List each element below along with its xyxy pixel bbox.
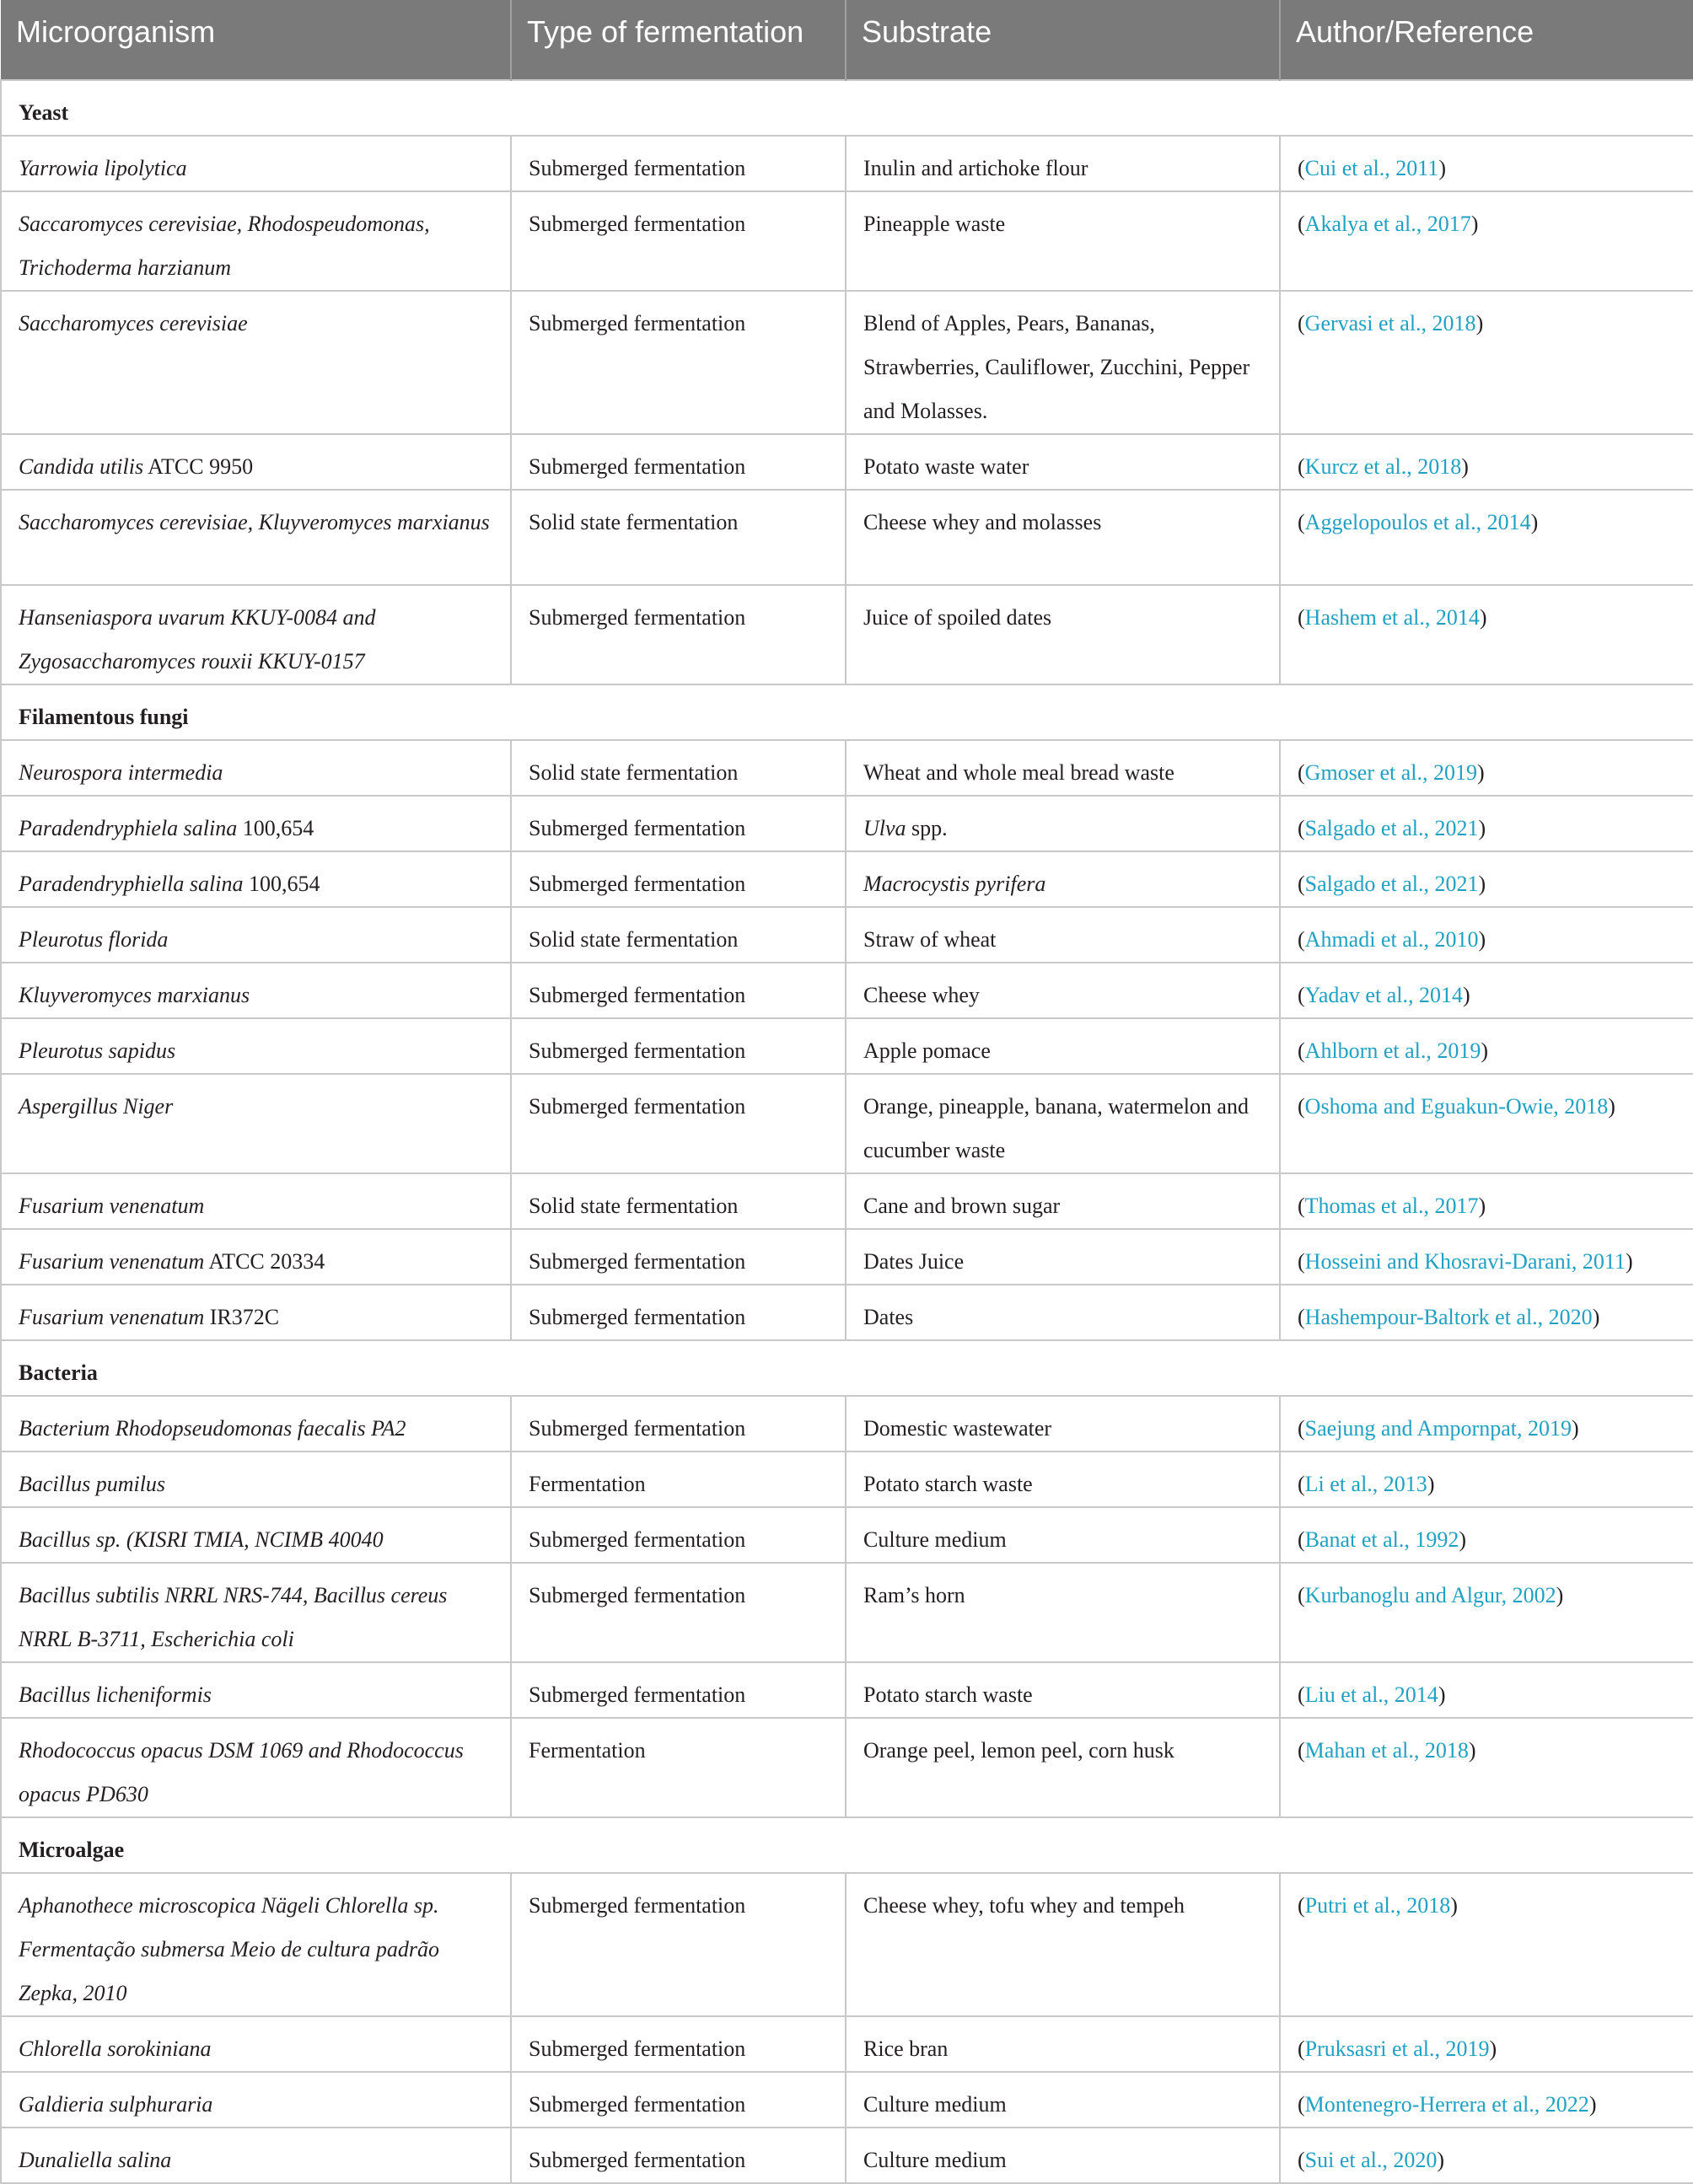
paren-close: ): [1462, 983, 1470, 1007]
substrate-cell: [846, 1285, 1280, 1340]
organism-name: Aphanothece microscopica Nägeli Chlorella sp. Fermentação submersa Meio de cultura padrão Zepka, 2010: [19, 1893, 439, 2005]
reference-cell: [1280, 963, 1693, 1018]
reference-cell: [1280, 191, 1693, 291]
paren-close: ): [1478, 1194, 1486, 1218]
paren-close: ): [1437, 2148, 1445, 2172]
substrate-cell: [846, 907, 1280, 963]
reference-link[interactable]: Kurbanoglu and Algur, 2002: [1304, 1583, 1556, 1607]
paren-open: (: [1298, 2092, 1305, 2117]
table-row: [1, 1173, 1693, 1229]
organism-cell: [1, 1229, 511, 1285]
organism-name: Candida utilis: [19, 454, 144, 479]
fermentation-type-cell: Submerged fermentation: [511, 1662, 846, 1718]
substrate-cell: [846, 1018, 1280, 1074]
paren-close: ): [1625, 1249, 1633, 1274]
reference-cell: [1280, 796, 1693, 851]
reference-link[interactable]: Salgado et al., 2021: [1304, 872, 1479, 896]
substrate-cell: [846, 1507, 1280, 1563]
reference-cell: [1280, 1173, 1693, 1229]
reference-link[interactable]: Banat et al., 1992: [1304, 1527, 1459, 1552]
substrate-cell: [846, 490, 1280, 585]
table-row: [1, 907, 1693, 963]
organism-cell: [1, 2072, 511, 2128]
header-microorganism: Microorganism: [1, 0, 511, 80]
header-reference: Author/Reference: [1280, 0, 1693, 80]
substrate-cell: [846, 434, 1280, 490]
section-row: [1, 1817, 1693, 1873]
paren-open: (: [1298, 1893, 1305, 1918]
organism-cell: [1, 1018, 511, 1074]
organism-cell: [1, 2016, 511, 2072]
fermentation-type-cell: Submerged fermentation: [511, 2128, 846, 2183]
paren-open: (: [1298, 983, 1305, 1007]
organism-name: Paradendryphiela salina: [19, 816, 238, 840]
table-row: [1, 1285, 1693, 1340]
substrate-cell: [846, 1718, 1280, 1817]
substrate-text: Potato starch waste: [863, 1472, 1033, 1496]
table-row: [1, 1563, 1693, 1662]
reference-cell: [1280, 1285, 1693, 1340]
table-row: [1, 1396, 1693, 1452]
substrate-cell: [846, 1662, 1280, 1718]
reference-link[interactable]: Cui et al., 2011: [1304, 156, 1439, 180]
table-row: [1, 1507, 1693, 1563]
reference-link[interactable]: Sui et al., 2020: [1304, 2148, 1438, 2172]
paren-close: ): [1489, 2036, 1497, 2061]
paren-close: ): [1478, 927, 1486, 952]
reference-link[interactable]: Kurcz et al., 2018: [1304, 454, 1462, 479]
substrate-text: Cane and brown sugar: [863, 1194, 1061, 1218]
substrate-cell: [846, 2072, 1280, 2128]
paren-close: ): [1468, 1738, 1476, 1763]
reference-link[interactable]: Hashempour-Baltork et al., 2020: [1304, 1305, 1593, 1329]
reference-cell: [1280, 2016, 1693, 2072]
reference-link[interactable]: Hashem et al., 2014: [1304, 605, 1480, 630]
organism-strain: IR372C: [204, 1305, 280, 1329]
fermentation-type-cell: Submerged fermentation: [511, 136, 846, 191]
table-row: [1, 585, 1693, 684]
substrate-cell: [846, 1396, 1280, 1452]
reference-cell: [1280, 136, 1693, 191]
reference-link[interactable]: Li et al., 2013: [1304, 1472, 1427, 1496]
table-body: [1, 80, 1693, 2183]
organism-cell: [1, 2128, 511, 2183]
table-row: [1, 291, 1693, 434]
fermentation-type-cell: Submerged fermentation: [511, 1396, 846, 1452]
fermentation-type-cell: Submerged fermentation: [511, 1229, 846, 1285]
paren-close: ): [1530, 510, 1539, 534]
paren-close: ): [1477, 760, 1485, 785]
paren-open: (: [1298, 454, 1305, 479]
table-row: [1, 1662, 1693, 1718]
fermentation-type-cell: Submerged fermentation: [511, 1873, 846, 2016]
substrate-cell: [846, 1074, 1280, 1173]
reference-cell: [1280, 490, 1693, 585]
organism-strain: 100,654: [243, 872, 320, 896]
paren-close: ): [1450, 1893, 1458, 1918]
organism-cell: [1, 1507, 511, 1563]
substrate-text: Domestic wastewater: [863, 1416, 1052, 1441]
substrate-cell: [846, 585, 1280, 684]
section-title: Bacteria: [1, 1340, 1693, 1396]
organism-name: Saccharomyces cerevisiae, Kluyveromyces marxianus: [19, 510, 490, 534]
header-substrate: Substrate: [846, 0, 1280, 80]
paren-open: (: [1298, 1472, 1305, 1496]
organism-cell: [1, 740, 511, 796]
organism-name: Chlorella sorokiniana: [19, 2036, 212, 2061]
paren-open: (: [1298, 1038, 1305, 1063]
paren-open: (: [1298, 1583, 1305, 1607]
organism-name: Saccaromyces cerevisiae, Rhodospeudomonas, Trichoderma harzianum: [19, 212, 430, 280]
reference-link[interactable]: Thomas et al., 2017: [1304, 1194, 1479, 1218]
substrate-cell: [846, 963, 1280, 1018]
organism-strain: 100,654: [237, 816, 314, 840]
fermentation-type-cell: Solid state fermentation: [511, 1173, 846, 1229]
organism-cell: [1, 796, 511, 851]
paren-open: (: [1298, 1094, 1305, 1119]
substrate-cell: [846, 1173, 1280, 1229]
organism-name: Yarrowia lipolytica: [19, 156, 187, 180]
reference-link[interactable]: Montenegro-Herrera et al., 2022: [1304, 2092, 1589, 2117]
reference-link[interactable]: Ahlborn et al., 2019: [1304, 1038, 1481, 1063]
paren-close: ): [1438, 156, 1446, 180]
reference-link[interactable]: Hosseini and Khosravi-Darani, 2011: [1304, 1249, 1626, 1274]
reference-link[interactable]: Akalya et al., 2017: [1304, 212, 1471, 236]
paren-close: ): [1608, 1094, 1615, 1119]
substrate-text: Straw of wheat: [863, 927, 997, 952]
organism-cell: [1, 851, 511, 907]
section-row: [1, 1340, 1693, 1396]
organism-cell: [1, 1563, 511, 1662]
organism-name: Dunaliella salina: [19, 2148, 172, 2172]
paren-open: (: [1298, 1682, 1305, 1707]
organism-name: Saccharomyces cerevisiae: [19, 311, 248, 335]
fermentation-type-cell: Submerged fermentation: [511, 2016, 846, 2072]
organism-cell: [1, 191, 511, 291]
reference-cell: [1280, 851, 1693, 907]
substrate-text: Culture medium: [863, 2148, 1007, 2172]
reference-link[interactable]: Pruksasri et al., 2019: [1304, 2036, 1490, 2061]
paren-close: ): [1461, 454, 1469, 479]
paren-close: ): [1478, 872, 1486, 896]
organism-name: Pleurotus florida: [19, 927, 169, 952]
reference-cell: [1280, 1873, 1693, 2016]
paren-open: (: [1298, 927, 1305, 952]
reference-link[interactable]: Oshoma and Eguakun-Owie, 2018: [1304, 1094, 1609, 1119]
reference-link[interactable]: Saejung and Ampornpat, 2019: [1304, 1416, 1572, 1441]
fermentation-type-cell: Submerged fermentation: [511, 796, 846, 851]
reference-link[interactable]: Gervasi et al., 2018: [1304, 311, 1476, 335]
substrate-suffix: spp.: [906, 816, 948, 840]
substrate-cell: [846, 1229, 1280, 1285]
reference-cell: [1280, 1074, 1693, 1173]
organism-name: Rhodococcus opacus DSM 1069 and Rhodococcus opacus PD630: [19, 1738, 464, 1806]
organism-cell: [1, 291, 511, 434]
paren-open: (: [1298, 212, 1305, 236]
substrate-text: Ram’s horn: [863, 1583, 965, 1607]
reference-link[interactable]: Mahan et al., 2018: [1304, 1738, 1469, 1763]
fermentation-type-cell: Submerged fermentation: [511, 1074, 846, 1173]
substrate-cell: [846, 2128, 1280, 2183]
substrate-cell: [846, 291, 1280, 434]
fermentation-type-cell: Submerged fermentation: [511, 2072, 846, 2128]
organism-name: Galdieria sulphuraria: [19, 2092, 213, 2117]
reference-link[interactable]: Putri et al., 2018: [1304, 1893, 1451, 1918]
organism-name: Fusarium venenatum: [19, 1305, 205, 1329]
substrate-text: Potato starch waste: [863, 1682, 1033, 1707]
substrate-text: Dates Juice: [863, 1249, 965, 1274]
substrate-text: Potato waste water: [863, 454, 1029, 479]
substrate-text: Orange peel, lemon peel, corn husk: [863, 1738, 1174, 1763]
paren-open: (: [1298, 1738, 1305, 1763]
table-row: [1, 1873, 1693, 2016]
substrate-text: Blend of Apples, Pears, Bananas, Strawberries, Cauliflower, Zucchini, Pepper and Molasses.: [863, 311, 1250, 423]
paren-open: (: [1298, 1305, 1305, 1329]
organism-cell: [1, 1396, 511, 1452]
header-row: [1, 0, 1693, 80]
substrate-cell: [846, 2016, 1280, 2072]
substrate-text: Cheese whey and molasses: [863, 510, 1102, 534]
section-title: Yeast: [1, 80, 1693, 136]
reference-cell: [1280, 2072, 1693, 2128]
reference-link[interactable]: Aggelopoulos et al., 2014: [1304, 510, 1531, 534]
substrate-cell: [846, 1452, 1280, 1507]
substrate-cell: [846, 851, 1280, 907]
fermentation-type-cell: Submerged fermentation: [511, 963, 846, 1018]
section-row: [1, 684, 1693, 740]
organism-name: Bacillus pumilus: [19, 1472, 166, 1496]
organism-name: Bacterium Rhodopseudomonas faecalis PA2: [19, 1416, 406, 1441]
paren-open: (: [1298, 2148, 1305, 2172]
reference-cell: [1280, 434, 1693, 490]
paren-close: ): [1571, 1416, 1579, 1441]
substrate-text: Cheese whey, tofu whey and tempeh: [863, 1893, 1185, 1918]
table-row: [1, 1718, 1693, 1817]
paren-open: (: [1298, 1527, 1305, 1552]
fermentation-type-cell: Submerged fermentation: [511, 1507, 846, 1563]
fermentation-type-cell: Solid state fermentation: [511, 490, 846, 585]
substrate-text: Orange, pineapple, banana, watermelon and cucumber waste: [863, 1094, 1249, 1162]
reference-cell: [1280, 1718, 1693, 1817]
fermentation-type-cell: Fermentation: [511, 1452, 846, 1507]
reference-link[interactable]: Gmoser et al., 2019: [1304, 760, 1478, 785]
fermentation-type-cell: Submerged fermentation: [511, 585, 846, 684]
organism-cell: [1, 907, 511, 963]
fermentation-type-cell: Submerged fermentation: [511, 851, 846, 907]
substrate-cell: [846, 740, 1280, 796]
substrate-text: Wheat and whole meal bread waste: [863, 760, 1174, 785]
paren-open: (: [1298, 1249, 1305, 1274]
paren-close: ): [1481, 1038, 1489, 1063]
organism-name: Aspergillus Niger: [19, 1094, 174, 1119]
paren-close: ): [1459, 1527, 1467, 1552]
substrate-text: Dates: [863, 1305, 914, 1329]
substrate-text: Ulva: [863, 816, 906, 840]
paren-open: (: [1298, 872, 1305, 896]
organism-cell: [1, 585, 511, 684]
reference-cell: [1280, 1563, 1693, 1662]
paren-close: ): [1588, 2092, 1597, 2117]
substrate-text: Inulin and artichoke flour: [863, 156, 1088, 180]
table-row: [1, 796, 1693, 851]
reference-link[interactable]: Salgado et al., 2021: [1304, 816, 1479, 840]
reference-link[interactable]: Yadav et al., 2014: [1304, 983, 1463, 1007]
substrate-text: Cheese whey: [863, 983, 980, 1007]
organism-cell: [1, 136, 511, 191]
substrate-cell: [846, 796, 1280, 851]
reference-cell: [1280, 907, 1693, 963]
substrate-text: Juice of spoiled dates: [863, 605, 1052, 630]
paren-close: ): [1592, 1305, 1600, 1329]
substrate-cell: [846, 136, 1280, 191]
fermentation-type-cell: Submerged fermentation: [511, 1563, 846, 1662]
organism-name: Fusarium venenatum: [19, 1249, 205, 1274]
reference-cell: [1280, 1229, 1693, 1285]
organism-cell: [1, 434, 511, 490]
fermentation-type-cell: Fermentation: [511, 1718, 846, 1817]
table-row: [1, 1018, 1693, 1074]
organism-strain: ATCC 20334: [204, 1249, 325, 1274]
fermentation-type-cell: Submerged fermentation: [511, 191, 846, 291]
table-row: [1, 1229, 1693, 1285]
organism-cell: [1, 1873, 511, 2016]
section-title: Filamentous fungi: [1, 684, 1693, 740]
header-fermentation-type: Type of fermentation: [511, 0, 846, 80]
table-row: [1, 136, 1693, 191]
organism-name: Neurospora intermedia: [19, 760, 223, 785]
organism-name: Paradendryphiella salina: [19, 872, 244, 896]
table-row: [1, 963, 1693, 1018]
substrate-cell: [846, 1873, 1280, 2016]
organism-name: Pleurotus sapidus: [19, 1038, 176, 1063]
organism-strain: ATCC 9950: [143, 454, 254, 479]
fermentation-type-cell: Submerged fermentation: [511, 434, 846, 490]
reference-cell: [1280, 1396, 1693, 1452]
table-row: [1, 2128, 1693, 2183]
paren-close: ): [1556, 1583, 1564, 1607]
table-row: [1, 1452, 1693, 1507]
table-row: [1, 851, 1693, 907]
table-row: [1, 191, 1693, 291]
substrate-text: Pineapple waste: [863, 212, 1006, 236]
reference-link[interactable]: Liu et al., 2014: [1304, 1682, 1438, 1707]
organism-name: Bacillus licheniformis: [19, 1682, 212, 1707]
organism-name: Kluyveromyces marxianus: [19, 983, 250, 1007]
table-row: [1, 1074, 1693, 1173]
reference-cell: [1280, 2128, 1693, 2183]
paren-close: ): [1438, 1682, 1446, 1707]
fermentation-type-cell: Solid state fermentation: [511, 907, 846, 963]
organism-cell: [1, 1718, 511, 1817]
substrate-text: Apple pomace: [863, 1038, 991, 1063]
organism-name: Hanseniaspora uvarum KKUY-0084 and Zygosaccharomyces rouxii KKUY-0157: [19, 605, 376, 673]
section-title: Microalgae: [1, 1817, 1693, 1873]
substrate-text: Culture medium: [863, 2092, 1007, 2117]
fermentation-type-cell: Submerged fermentation: [511, 1285, 846, 1340]
paren-close: ): [1470, 212, 1479, 236]
paren-open: (: [1298, 816, 1305, 840]
paren-close: ): [1427, 1472, 1435, 1496]
table-row: [1, 2016, 1693, 2072]
reference-cell: [1280, 291, 1693, 434]
organism-cell: [1, 490, 511, 585]
organism-name: Bacillus sp. (KISRI TMIA, NCIMB 40040: [19, 1527, 384, 1552]
organism-cell: [1, 1074, 511, 1173]
fermentation-type-cell: Submerged fermentation: [511, 291, 846, 434]
table-row: [1, 2072, 1693, 2128]
table-row: [1, 490, 1693, 585]
substrate-text: Culture medium: [863, 1527, 1007, 1552]
paren-open: (: [1298, 1194, 1305, 1218]
organism-cell: [1, 1173, 511, 1229]
paren-close: ): [1478, 816, 1486, 840]
reference-cell: [1280, 1507, 1693, 1563]
reference-cell: [1280, 1018, 1693, 1074]
reference-cell: [1280, 585, 1693, 684]
section-row: [1, 80, 1693, 136]
organism-cell: [1, 1285, 511, 1340]
paren-open: (: [1298, 510, 1305, 534]
substrate-cell: [846, 191, 1280, 291]
organism-name: Fusarium venenatum: [19, 1194, 205, 1218]
paren-open: (: [1298, 1416, 1305, 1441]
table-row: [1, 740, 1693, 796]
paren-open: (: [1298, 2036, 1305, 2061]
paren-open: (: [1298, 311, 1305, 335]
paren-open: (: [1298, 156, 1305, 180]
reference-cell: [1280, 1452, 1693, 1507]
fermentation-type-cell: Submerged fermentation: [511, 1018, 846, 1074]
reference-link[interactable]: Ahmadi et al., 2010: [1304, 927, 1479, 952]
paren-close: ): [1479, 605, 1487, 630]
reference-cell: [1280, 1662, 1693, 1718]
organism-cell: [1, 1662, 511, 1718]
substrate-text: Rice bran: [863, 2036, 949, 2061]
paren-open: (: [1298, 605, 1305, 630]
fermentation-type-cell: Solid state fermentation: [511, 740, 846, 796]
organism-cell: [1, 1452, 511, 1507]
substrate-cell: [846, 1563, 1280, 1662]
organism-name: Bacillus subtilis NRRL NRS-744, Bacillus cereus NRRL B-3711, Escherichia coli: [19, 1583, 448, 1651]
reference-cell: [1280, 740, 1693, 796]
substrate-text: Macrocystis pyrifera: [863, 872, 1046, 896]
table-row: [1, 434, 1693, 490]
paren-close: ): [1475, 311, 1484, 335]
paren-open: (: [1298, 760, 1305, 785]
organism-cell: [1, 963, 511, 1018]
